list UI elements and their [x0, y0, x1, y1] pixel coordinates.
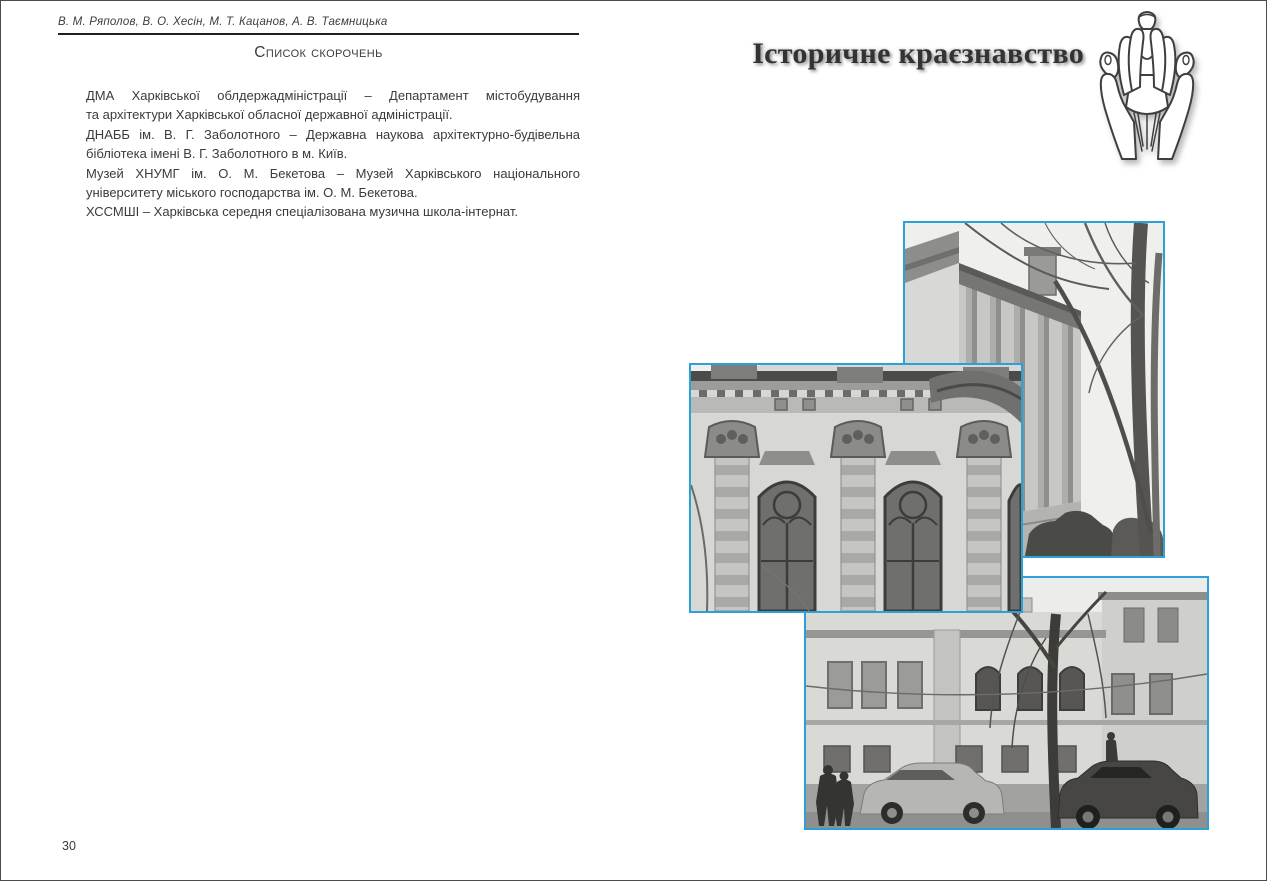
section-title: Список скорочень: [254, 44, 383, 61]
abbreviation-line: ДМА Харківської облдержадміністрації – Департамент містобудування: [86, 88, 580, 103]
abbreviation-line: ДНАББ ім. В. Г. Заболотного – Державна наукова архітектурно-будівельна: [86, 126, 580, 142]
header-rule: [58, 33, 579, 35]
abbreviation-line: університету міського господарства ім. О. М. Бекетова.: [86, 185, 418, 201]
abbreviation-line: ХССМШІ – Харківська середня спеціалізована музична школа-інтернат.: [86, 204, 518, 220]
chapter-title: Історичне краєзнавство: [752, 37, 1084, 70]
hands-holding-figure-icon: [1086, 7, 1208, 163]
abbreviation-line: та архітектури Харківської обласної державної адміністрації.: [86, 107, 453, 123]
abbreviation-line: Музей ХНУМГ ім. О. М. Бекетова – Музей Харківського національного: [86, 165, 580, 181]
running-header-authors: В. М. Ряполов, В. О. Хесін, М. Т. Кацанов, А. В. Таємницька: [58, 16, 388, 28]
abbreviation-line: бібліотека імені В. Г. Заболотного в м. Київ.: [86, 146, 348, 162]
photo-facade-columns: [689, 363, 1023, 613]
abbreviations-list: [86, 86, 580, 222]
photo-street-view: [804, 576, 1209, 830]
page-number: 30: [62, 839, 76, 853]
